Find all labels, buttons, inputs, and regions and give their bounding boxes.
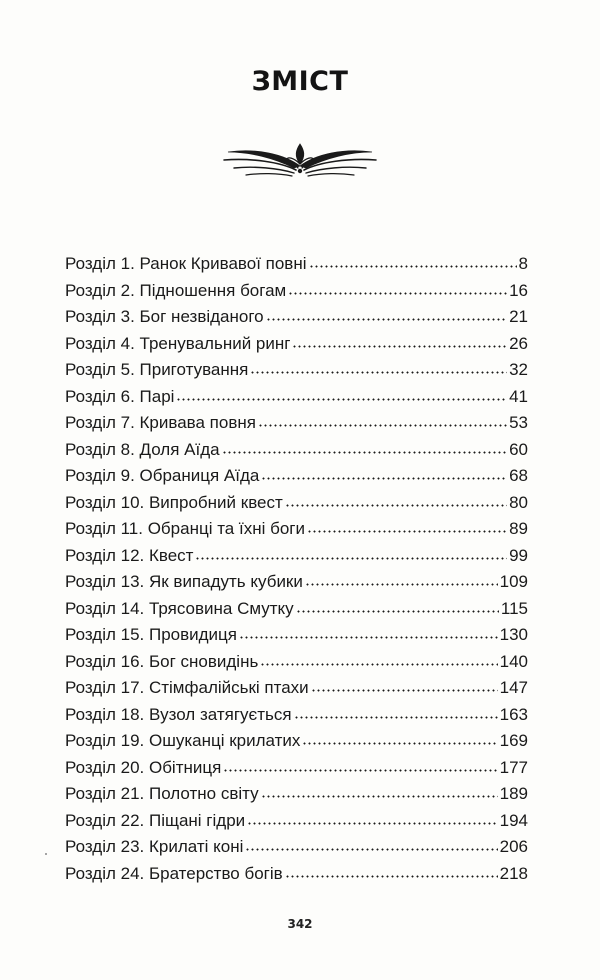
toc-entry-page: 147 bbox=[499, 678, 528, 697]
toc-entry-page: 163 bbox=[499, 704, 528, 724]
toc-entry-label: Розділ 16. Бог сновидінь bbox=[65, 651, 259, 671]
toc-dot-leader bbox=[245, 837, 497, 851]
toc-entry bbox=[65, 784, 528, 811]
toc-dot-leader bbox=[292, 334, 507, 348]
toc-dot-leader bbox=[260, 652, 497, 666]
toc-entry-page: 26 bbox=[509, 333, 528, 353]
toc-entry-label: Розділ 1. Ранок Кривавої повні bbox=[65, 254, 307, 273]
toc-entry-page: 189 bbox=[499, 784, 528, 803]
toc-entry-label: Розділ 13. Як випадуть кубики bbox=[65, 572, 303, 591]
toc-entry bbox=[65, 758, 528, 785]
toc-dot-leader bbox=[258, 413, 507, 427]
toc-entry bbox=[65, 334, 528, 361]
toc-entry-page: 16 bbox=[509, 280, 528, 300]
toc-entry bbox=[65, 731, 528, 758]
toc-dot-leader bbox=[239, 625, 498, 639]
toc-entry-label: Розділ 23. Крилаті коні bbox=[65, 837, 244, 856]
toc-entry-page: 89 bbox=[509, 519, 528, 538]
toc-dot-leader bbox=[285, 493, 507, 507]
toc-entry-page: 80 bbox=[509, 492, 528, 512]
toc-entry-label: Розділ 15. Провидиця bbox=[65, 625, 237, 644]
table-of-contents bbox=[65, 254, 528, 890]
toc-entry bbox=[65, 281, 528, 308]
toc-entry-page: 21 bbox=[509, 307, 528, 326]
toc-entry-page: 130 bbox=[499, 625, 528, 644]
toc-dot-leader bbox=[261, 466, 507, 480]
toc-entry-label: Розділ 20. Обітниця bbox=[65, 757, 222, 777]
toc-entry-page: 32 bbox=[509, 360, 528, 379]
toc-entry bbox=[65, 387, 528, 414]
toc-entry-label: Розділ 10. Випробний квест bbox=[65, 492, 283, 512]
toc-dot-leader bbox=[285, 864, 498, 878]
print-speck bbox=[45, 853, 47, 855]
page-number: 342 bbox=[287, 917, 313, 931]
toc-entry-label: Розділ 6. Парі bbox=[65, 386, 175, 406]
toc-entry-label: Розділ 17. Стімфалійські птахи bbox=[65, 678, 309, 697]
toc-entry-page: 177 bbox=[499, 757, 528, 777]
toc-entry-page: 140 bbox=[499, 651, 528, 671]
toc-dot-leader bbox=[288, 281, 507, 295]
toc-entry-label: Розділ 18. Вузол затягується bbox=[65, 704, 292, 724]
toc-entry bbox=[65, 307, 528, 334]
toc-dot-leader bbox=[222, 440, 507, 454]
toc-entry bbox=[65, 705, 528, 732]
toc-entry bbox=[65, 360, 528, 387]
toc-dot-leader bbox=[247, 811, 497, 825]
toc-entry-label: Розділ 3. Бог незвіданого bbox=[65, 307, 264, 326]
toc-entry-label: Розділ 5. Приготування bbox=[65, 360, 249, 379]
toc-entry-page: 99 bbox=[509, 545, 528, 565]
toc-entry-page: 68 bbox=[509, 466, 528, 485]
toc-entry bbox=[65, 440, 528, 467]
toc-entry bbox=[65, 599, 528, 626]
toc-dot-leader bbox=[261, 784, 498, 798]
toc-entry-label: Розділ 11. Обранці та їхні боги bbox=[65, 519, 305, 538]
toc-dot-leader bbox=[195, 546, 507, 560]
toc-dot-leader bbox=[309, 254, 517, 268]
toc-entry-label: Розділ 22. Піщані гідри bbox=[65, 810, 246, 830]
toc-entry bbox=[65, 864, 528, 891]
toc-entry-label: Розділ 21. Полотно світу bbox=[65, 784, 259, 803]
toc-entry-page: 194 bbox=[499, 810, 528, 830]
toc-entry bbox=[65, 572, 528, 599]
toc-entry bbox=[65, 652, 528, 679]
toc-dot-leader bbox=[176, 387, 507, 401]
toc-entry-label: Розділ 9. Обраниця Аїда bbox=[65, 466, 260, 485]
toc-entry-page: 8 bbox=[518, 254, 528, 273]
toc-entry bbox=[65, 254, 528, 281]
toc-entry-page: 115 bbox=[500, 598, 528, 618]
page-title: ЗМІСТ bbox=[251, 66, 349, 97]
toc-entry-label: Розділ 14. Трясовина Смутку bbox=[65, 598, 294, 618]
toc-entry-label: Розділ 2. Підношення богам bbox=[65, 280, 287, 300]
toc-entry-page: 53 bbox=[509, 413, 528, 432]
toc-entry bbox=[65, 519, 528, 546]
toc-entry bbox=[65, 493, 528, 520]
toc-entry-label: Розділ 7. Кривава повня bbox=[65, 413, 256, 432]
ornament-icon bbox=[222, 140, 378, 182]
toc-entry bbox=[65, 546, 528, 573]
toc-entry bbox=[65, 811, 528, 838]
toc-entry bbox=[65, 837, 528, 864]
toc-entry-label: Розділ 4. Тренувальний ринг bbox=[65, 333, 291, 353]
toc-dot-leader bbox=[302, 731, 497, 745]
toc-dot-leader bbox=[296, 599, 499, 613]
toc-entry bbox=[65, 466, 528, 493]
toc-entry bbox=[65, 678, 528, 705]
toc-entry-page: 60 bbox=[509, 439, 528, 459]
toc-entry-page: 218 bbox=[499, 863, 528, 883]
toc-dot-leader bbox=[223, 758, 497, 772]
toc-entry bbox=[65, 625, 528, 652]
toc-entry-page: 169 bbox=[499, 731, 528, 750]
toc-dot-leader bbox=[250, 360, 507, 374]
toc-entry-label: Розділ 8. Доля Аїда bbox=[65, 439, 220, 459]
toc-entry-page: 206 bbox=[499, 837, 528, 856]
toc-dot-leader bbox=[311, 678, 498, 692]
toc-dot-leader bbox=[305, 572, 498, 586]
toc-entry bbox=[65, 413, 528, 440]
toc-entry-page: 109 bbox=[499, 572, 528, 591]
toc-entry-label: Розділ 12. Квест bbox=[65, 545, 194, 565]
toc-dot-leader bbox=[307, 519, 507, 533]
toc-entry-label: Розділ 24. Братерство богів bbox=[65, 863, 283, 883]
toc-dot-leader bbox=[266, 307, 507, 321]
toc-dot-leader bbox=[294, 705, 498, 719]
toc-entry-page: 41 bbox=[509, 386, 528, 406]
toc-entry-label: Розділ 19. Ошуканці крилатих bbox=[65, 731, 301, 750]
